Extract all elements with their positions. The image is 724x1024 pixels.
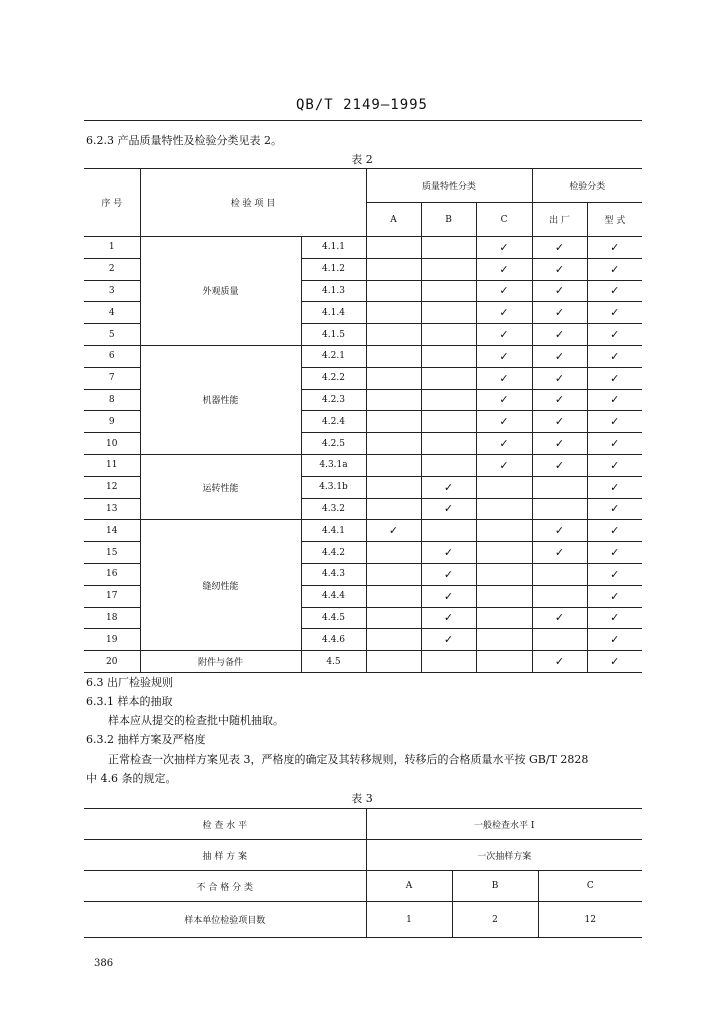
row-number: 13 (84, 498, 140, 520)
section-6-3-1-body: 样本应从提交的检查批中随机抽取。 (108, 714, 284, 727)
row-number: 5 (84, 324, 140, 346)
mark-t: ✓ (587, 563, 642, 585)
table-3 (84, 808, 642, 938)
mark-f: ✓ (532, 433, 587, 455)
mark-a (366, 651, 421, 673)
mark-f: ✓ (532, 454, 587, 476)
group-label: 外观质量 (140, 237, 301, 346)
t3-count-b: 2 (452, 902, 538, 938)
clause-number: 4.4.2 (301, 542, 366, 564)
mark-a (366, 411, 421, 433)
row-number: 1 (84, 237, 140, 259)
mark-t: ✓ (587, 302, 642, 324)
mark-c (476, 476, 532, 498)
row-number: 16 (84, 563, 140, 585)
mark-a (366, 324, 421, 346)
mark-f: ✓ (532, 542, 587, 564)
group-label: 机器性能 (140, 345, 301, 454)
row-number: 7 (84, 367, 140, 389)
mark-a (366, 389, 421, 411)
mark-t: ✓ (587, 476, 642, 498)
mark-c (476, 520, 532, 542)
mark-t: ✓ (587, 433, 642, 455)
mark-a (366, 237, 421, 259)
mark-t: ✓ (587, 498, 642, 520)
clause-number: 4.1.4 (301, 302, 366, 324)
row-number: 15 (84, 542, 140, 564)
mark-f: ✓ (532, 345, 587, 367)
clause-number: 4.3.1a (301, 454, 366, 476)
mark-b: ✓ (421, 476, 476, 498)
row-number: 8 (84, 389, 140, 411)
row-number: 19 (84, 629, 140, 651)
col-item-header: 检 验 项 目 (140, 169, 366, 237)
mark-b (421, 367, 476, 389)
header-rule (84, 120, 642, 121)
mark-a (366, 280, 421, 302)
table-2 (84, 168, 642, 673)
clause-number: 4.2.2 (301, 367, 366, 389)
row-number: 3 (84, 280, 140, 302)
clause-number: 4.4.6 (301, 629, 366, 651)
mark-a (366, 345, 421, 367)
row-number: 20 (84, 651, 140, 673)
section-6-3-1: 6.3.1 样本的抽取 (86, 695, 173, 708)
mark-c: ✓ (476, 258, 532, 280)
section-6-3: 6.3 出厂检验规则 (86, 676, 173, 689)
row-number: 10 (84, 433, 140, 455)
table-row (84, 520, 642, 542)
row-number: 17 (84, 585, 140, 607)
section-6-3-2: 6.3.2 抽样方案及严格度 (86, 733, 206, 746)
mark-b (421, 237, 476, 259)
mark-f: ✓ (532, 302, 587, 324)
mark-t: ✓ (587, 237, 642, 259)
mark-t: ✓ (587, 280, 642, 302)
col-b-header: B (421, 203, 476, 237)
mark-b: ✓ (421, 629, 476, 651)
mark-t: ✓ (587, 542, 642, 564)
mark-f: ✓ (532, 389, 587, 411)
table-row (84, 237, 642, 259)
mark-t: ✓ (587, 520, 642, 542)
clause-number: 4.1.3 (301, 280, 366, 302)
mark-a (366, 629, 421, 651)
t3-level-label: 检 查 水 平 (84, 809, 366, 840)
col-quality-header: 质量特性分类 (366, 169, 532, 203)
row-number: 9 (84, 411, 140, 433)
mark-t: ✓ (587, 629, 642, 651)
clause-number: 4.4.3 (301, 563, 366, 585)
row-number: 12 (84, 476, 140, 498)
t3-count-c: 12 (538, 902, 642, 938)
t3-plan-value: 一次抽样方案 (366, 840, 642, 871)
table-row (84, 345, 642, 367)
clause-number: 4.1.1 (301, 237, 366, 259)
mark-c (476, 651, 532, 673)
mark-a (366, 367, 421, 389)
mark-b (421, 433, 476, 455)
col-type-header: 型 式 (587, 203, 642, 237)
mark-f (532, 476, 587, 498)
section-6-3-2-body-1: 正常检查一次抽样方案见表 3，严格度的确定及其转移规则，转移后的合格质量水平按 GB/T 2828 (108, 753, 589, 766)
mark-t: ✓ (587, 345, 642, 367)
mark-t: ✓ (587, 324, 642, 346)
clause-number: 4.3.2 (301, 498, 366, 520)
group-label: 缝纫性能 (140, 520, 301, 651)
mark-b (421, 520, 476, 542)
mark-a (366, 498, 421, 520)
row-number: 6 (84, 345, 140, 367)
clause-number: 4.4.4 (301, 585, 366, 607)
mark-a (366, 454, 421, 476)
mark-f: ✓ (532, 367, 587, 389)
col-inspection-header: 检验分类 (532, 169, 642, 203)
mark-b: ✓ (421, 563, 476, 585)
mark-t: ✓ (587, 389, 642, 411)
clause-number: 4.4.1 (301, 520, 366, 542)
row-number: 11 (84, 454, 140, 476)
t3-class-label: 不 合 格 分 类 (84, 871, 366, 902)
mark-a (366, 258, 421, 280)
mark-b (421, 411, 476, 433)
t3-class-c: C (538, 871, 642, 902)
mark-b: ✓ (421, 607, 476, 629)
group-label: 附件与备件 (140, 651, 301, 673)
mark-f: ✓ (532, 520, 587, 542)
col-a-header: A (366, 203, 421, 237)
mark-b (421, 302, 476, 324)
mark-b (421, 258, 476, 280)
mark-a (366, 476, 421, 498)
section-6-3-2-body-2: 中 4.6 条的规定。 (86, 772, 177, 785)
clause-number: 4.5 (301, 651, 366, 673)
t3-plan-label: 抽 样 方 案 (84, 840, 366, 871)
mark-t: ✓ (587, 585, 642, 607)
mark-f: ✓ (532, 411, 587, 433)
clause-number: 4.1.5 (301, 324, 366, 346)
mark-b (421, 389, 476, 411)
clause-number: 4.2.3 (301, 389, 366, 411)
table3-caption: 表 3 (351, 792, 373, 805)
mark-f: ✓ (532, 237, 587, 259)
table-row (84, 454, 642, 476)
mark-t: ✓ (587, 454, 642, 476)
group-label: 运转性能 (140, 454, 301, 519)
mark-f: ✓ (532, 280, 587, 302)
mark-c: ✓ (476, 454, 532, 476)
mark-a: ✓ (366, 520, 421, 542)
mark-c: ✓ (476, 324, 532, 346)
mark-t: ✓ (587, 367, 642, 389)
table-row (84, 651, 642, 673)
mark-a (366, 302, 421, 324)
row-number: 2 (84, 258, 140, 280)
mark-f (532, 585, 587, 607)
mark-a (366, 433, 421, 455)
t3-class-b: B (452, 871, 538, 902)
mark-c: ✓ (476, 367, 532, 389)
t3-count-a: 1 (366, 902, 452, 938)
mark-f (532, 629, 587, 651)
mark-c: ✓ (476, 433, 532, 455)
mark-t: ✓ (587, 258, 642, 280)
mark-c: ✓ (476, 345, 532, 367)
mark-c (476, 585, 532, 607)
table2-caption: 表 2 (351, 153, 373, 166)
col-seq-header: 序 号 (84, 169, 140, 237)
mark-t: ✓ (587, 651, 642, 673)
mark-b: ✓ (421, 498, 476, 520)
clause-number: 4.3.1b (301, 476, 366, 498)
col-factory-header: 出 厂 (532, 203, 587, 237)
mark-b (421, 651, 476, 673)
intro-line: 6.2.3 产品质量特性及检验分类见表 2。 (86, 134, 282, 147)
mark-f (532, 563, 587, 585)
mark-c (476, 542, 532, 564)
t3-class-a: A (366, 871, 452, 902)
mark-c: ✓ (476, 237, 532, 259)
clause-number: 4.2.1 (301, 345, 366, 367)
clause-number: 4.2.4 (301, 411, 366, 433)
mark-c: ✓ (476, 411, 532, 433)
mark-f: ✓ (532, 651, 587, 673)
mark-a (366, 542, 421, 564)
row-number: 4 (84, 302, 140, 324)
page-number: 386 (94, 958, 114, 969)
t3-count-label: 样本单位检验项目数 (84, 902, 366, 938)
row-number: 18 (84, 607, 140, 629)
col-c-header: C (476, 203, 532, 237)
mark-b: ✓ (421, 542, 476, 564)
mark-a (366, 607, 421, 629)
mark-b: ✓ (421, 585, 476, 607)
mark-b (421, 324, 476, 346)
mark-f (532, 498, 587, 520)
mark-c (476, 629, 532, 651)
mark-a (366, 563, 421, 585)
standard-number: QB/T 2149—1995 (295, 97, 428, 113)
mark-c (476, 563, 532, 585)
mark-b (421, 345, 476, 367)
clause-number: 4.1.2 (301, 258, 366, 280)
mark-t: ✓ (587, 411, 642, 433)
mark-b (421, 454, 476, 476)
mark-a (366, 585, 421, 607)
mark-c: ✓ (476, 389, 532, 411)
row-number: 14 (84, 520, 140, 542)
mark-f: ✓ (532, 607, 587, 629)
mark-t: ✓ (587, 607, 642, 629)
mark-c: ✓ (476, 280, 532, 302)
clause-number: 4.2.5 (301, 433, 366, 455)
mark-f: ✓ (532, 324, 587, 346)
mark-c (476, 498, 532, 520)
clause-number: 4.4.5 (301, 607, 366, 629)
mark-b (421, 280, 476, 302)
mark-c: ✓ (476, 302, 532, 324)
mark-c (476, 607, 532, 629)
t3-level-value: 一般检查水平 I (366, 809, 642, 840)
mark-f: ✓ (532, 258, 587, 280)
